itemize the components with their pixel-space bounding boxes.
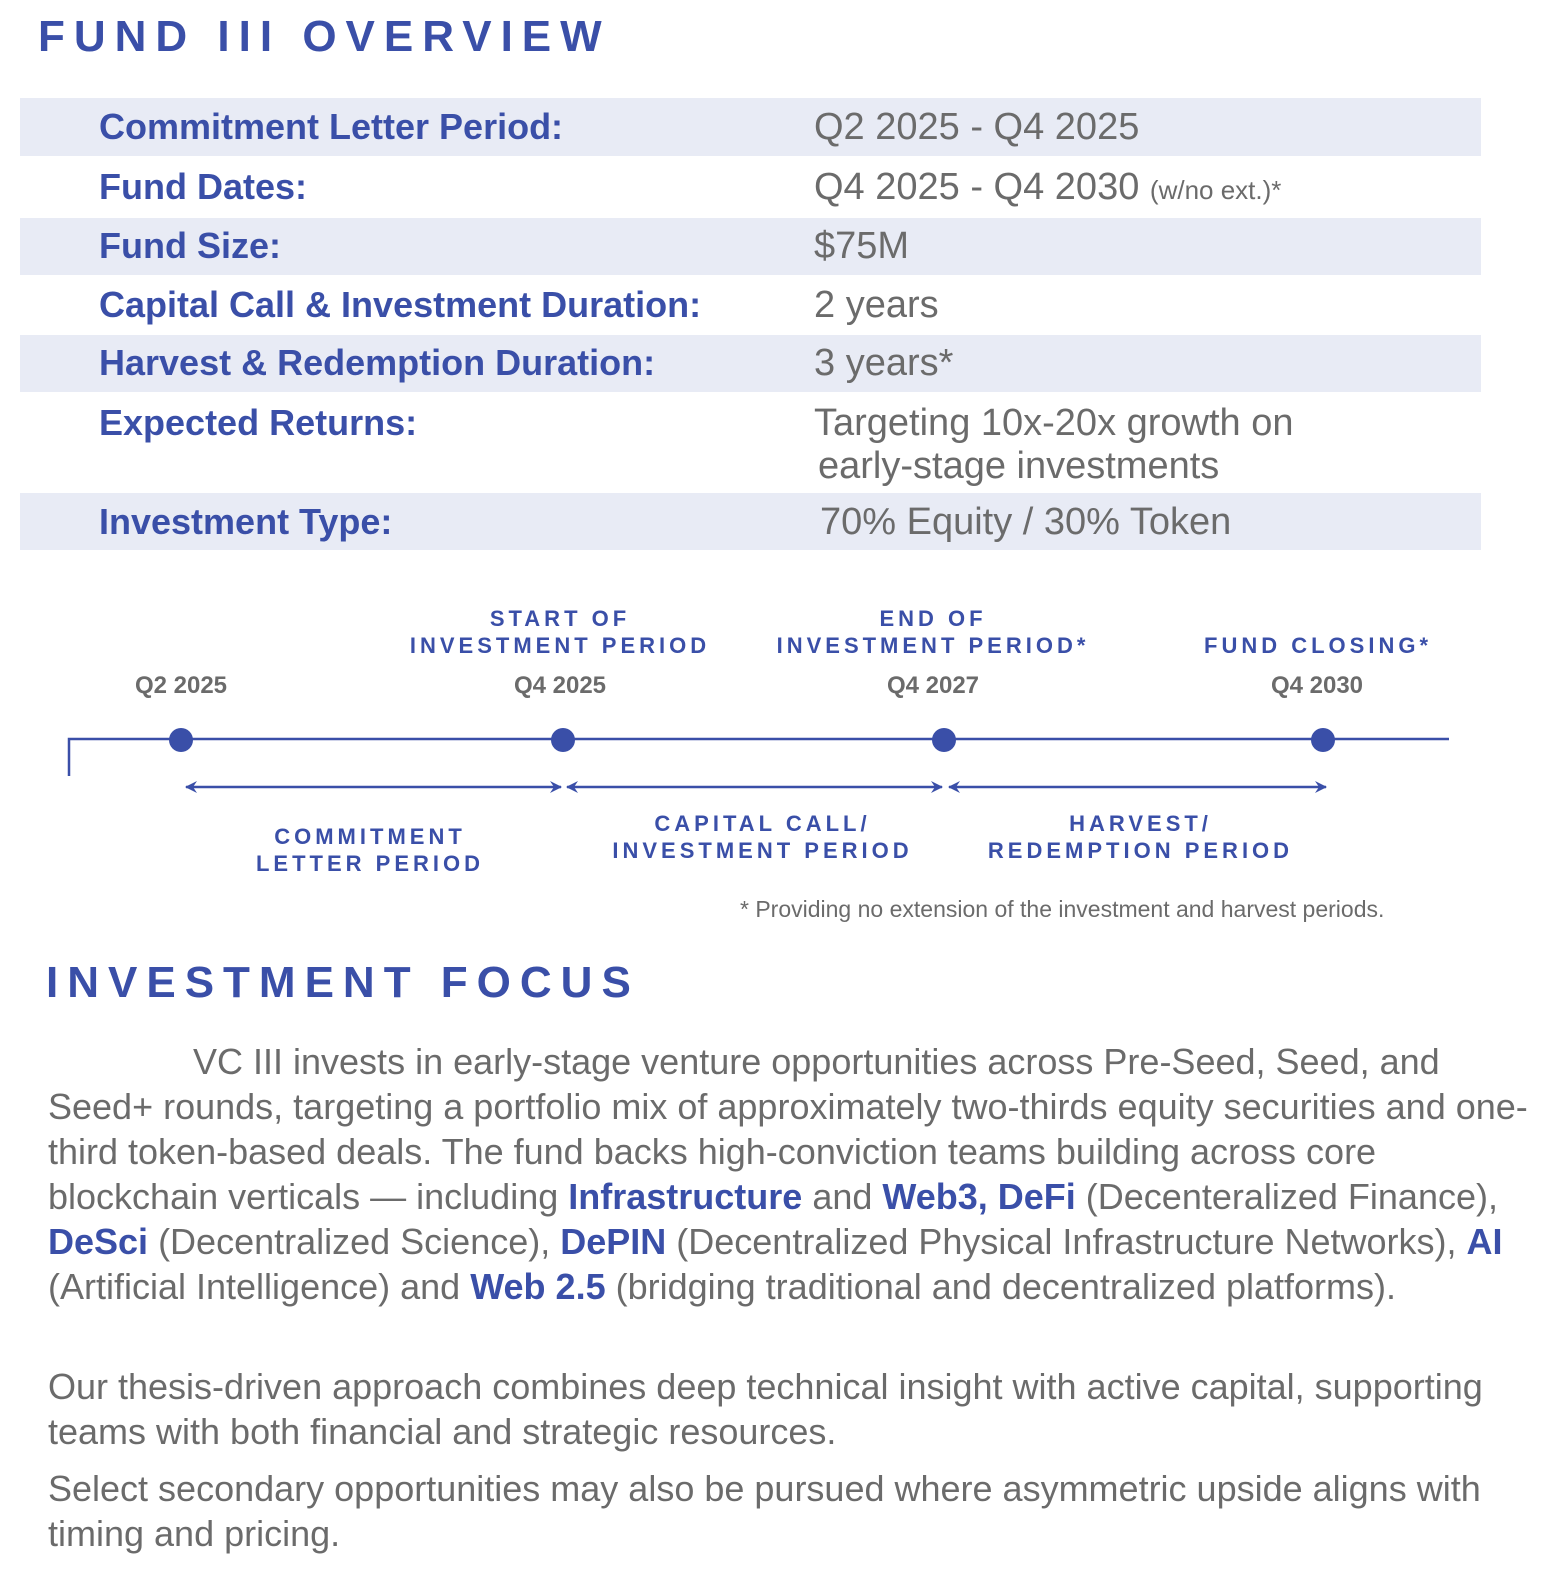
milestone-label: FUND CLOSING* [1204, 633, 1432, 658]
milestone-dot [932, 728, 956, 752]
milestone-dot [169, 728, 193, 752]
focus-paragraph-2: Our thesis-driven approach combines deep technical insight with active capital, supporting teams with both financial and strategic resources. [48, 1366, 1483, 1452]
milestone-label: END OF INVESTMENT PERIOD* [776, 606, 1090, 658]
timeline-axis [69, 739, 1449, 776]
milestone-date: Q2 2025 [134, 672, 228, 699]
milestone-date: Q4 2025 [513, 672, 607, 699]
overview-title: FUND III OVERVIEW [38, 12, 611, 61]
row-value: 70% Equity / 30% Token [820, 501, 1232, 543]
footnote: * Providing no extension of the investment and harvest periods. [740, 896, 1385, 922]
focus-paragraph-1: VC III invests in early-stage venture opportunities across Pre-Seed, Seed, and Seed+ rounds, targeting a portfolio mix of approximately two-thirds equity securities and one-third token-based deals. The fund backs high-conviction teams building across core blockchain verticals — including Infrastructure and Web3, DeFi (Decenteralized Finance), DeSci (Decentralized Science), DePIN (Decentralized Physical Infrastructure Networks), AI (Artificial Intelligence) and Web 2.5 (bridging traditional and decentralized platforms). [48, 1041, 1528, 1307]
row-value-line-1: Targeting 10x-20x growth on [814, 402, 1294, 444]
row-label: Commitment Letter Period: [99, 106, 564, 147]
highlight-term: Infrastructure [568, 1176, 803, 1217]
row-label: Investment Type: [99, 501, 393, 542]
milestone-dot [1311, 728, 1335, 752]
row-label: Capital Call & Investment Duration: [99, 284, 702, 325]
milestone-label: START OF INVESTMENT PERIOD [409, 606, 711, 658]
row-value: Q4 2025 - Q4 2030 (w/no ext.)* [814, 166, 1282, 208]
milestone-date: Q4 2030 [1270, 672, 1364, 699]
period-label: CAPITAL CALL/ INVESTMENT PERIOD [612, 811, 913, 863]
focus-paragraph-3: Select secondary opportunities may also be pursued where asymmetric upside aligns with timing and pricing. [48, 1468, 1481, 1554]
milestone-dot [551, 728, 575, 752]
highlight-term: DePIN [560, 1221, 667, 1262]
row-label: Expected Returns: [99, 402, 418, 443]
row-value: Q2 2025 - Q4 2025 [814, 106, 1140, 148]
row-value: 2 years [814, 284, 939, 326]
highlight-term: AI [1466, 1221, 1503, 1262]
highlight-term: DeSci [48, 1221, 149, 1262]
row-label: Fund Size: [99, 225, 281, 266]
focus-title: INVESTMENT FOCUS [46, 958, 640, 1007]
row-value: 3 years* [814, 342, 954, 384]
row-value: $75M [814, 225, 910, 267]
row-label: Harvest & Redemption Duration: [99, 342, 656, 383]
row-label: Fund Dates: [99, 166, 308, 207]
milestone-date: Q4 2027 [886, 672, 980, 699]
period-label: HARVEST/ REDEMPTION PERIOD [987, 811, 1294, 863]
period-label: COMMITMENT LETTER PERIOD [255, 824, 484, 876]
row-value-line-2: early-stage investments [818, 445, 1220, 487]
highlight-term: Web 2.5 [470, 1266, 606, 1307]
row-note: (w/no ext.)* [1149, 175, 1282, 205]
highlight-term: Web3, DeFi [882, 1176, 1076, 1217]
